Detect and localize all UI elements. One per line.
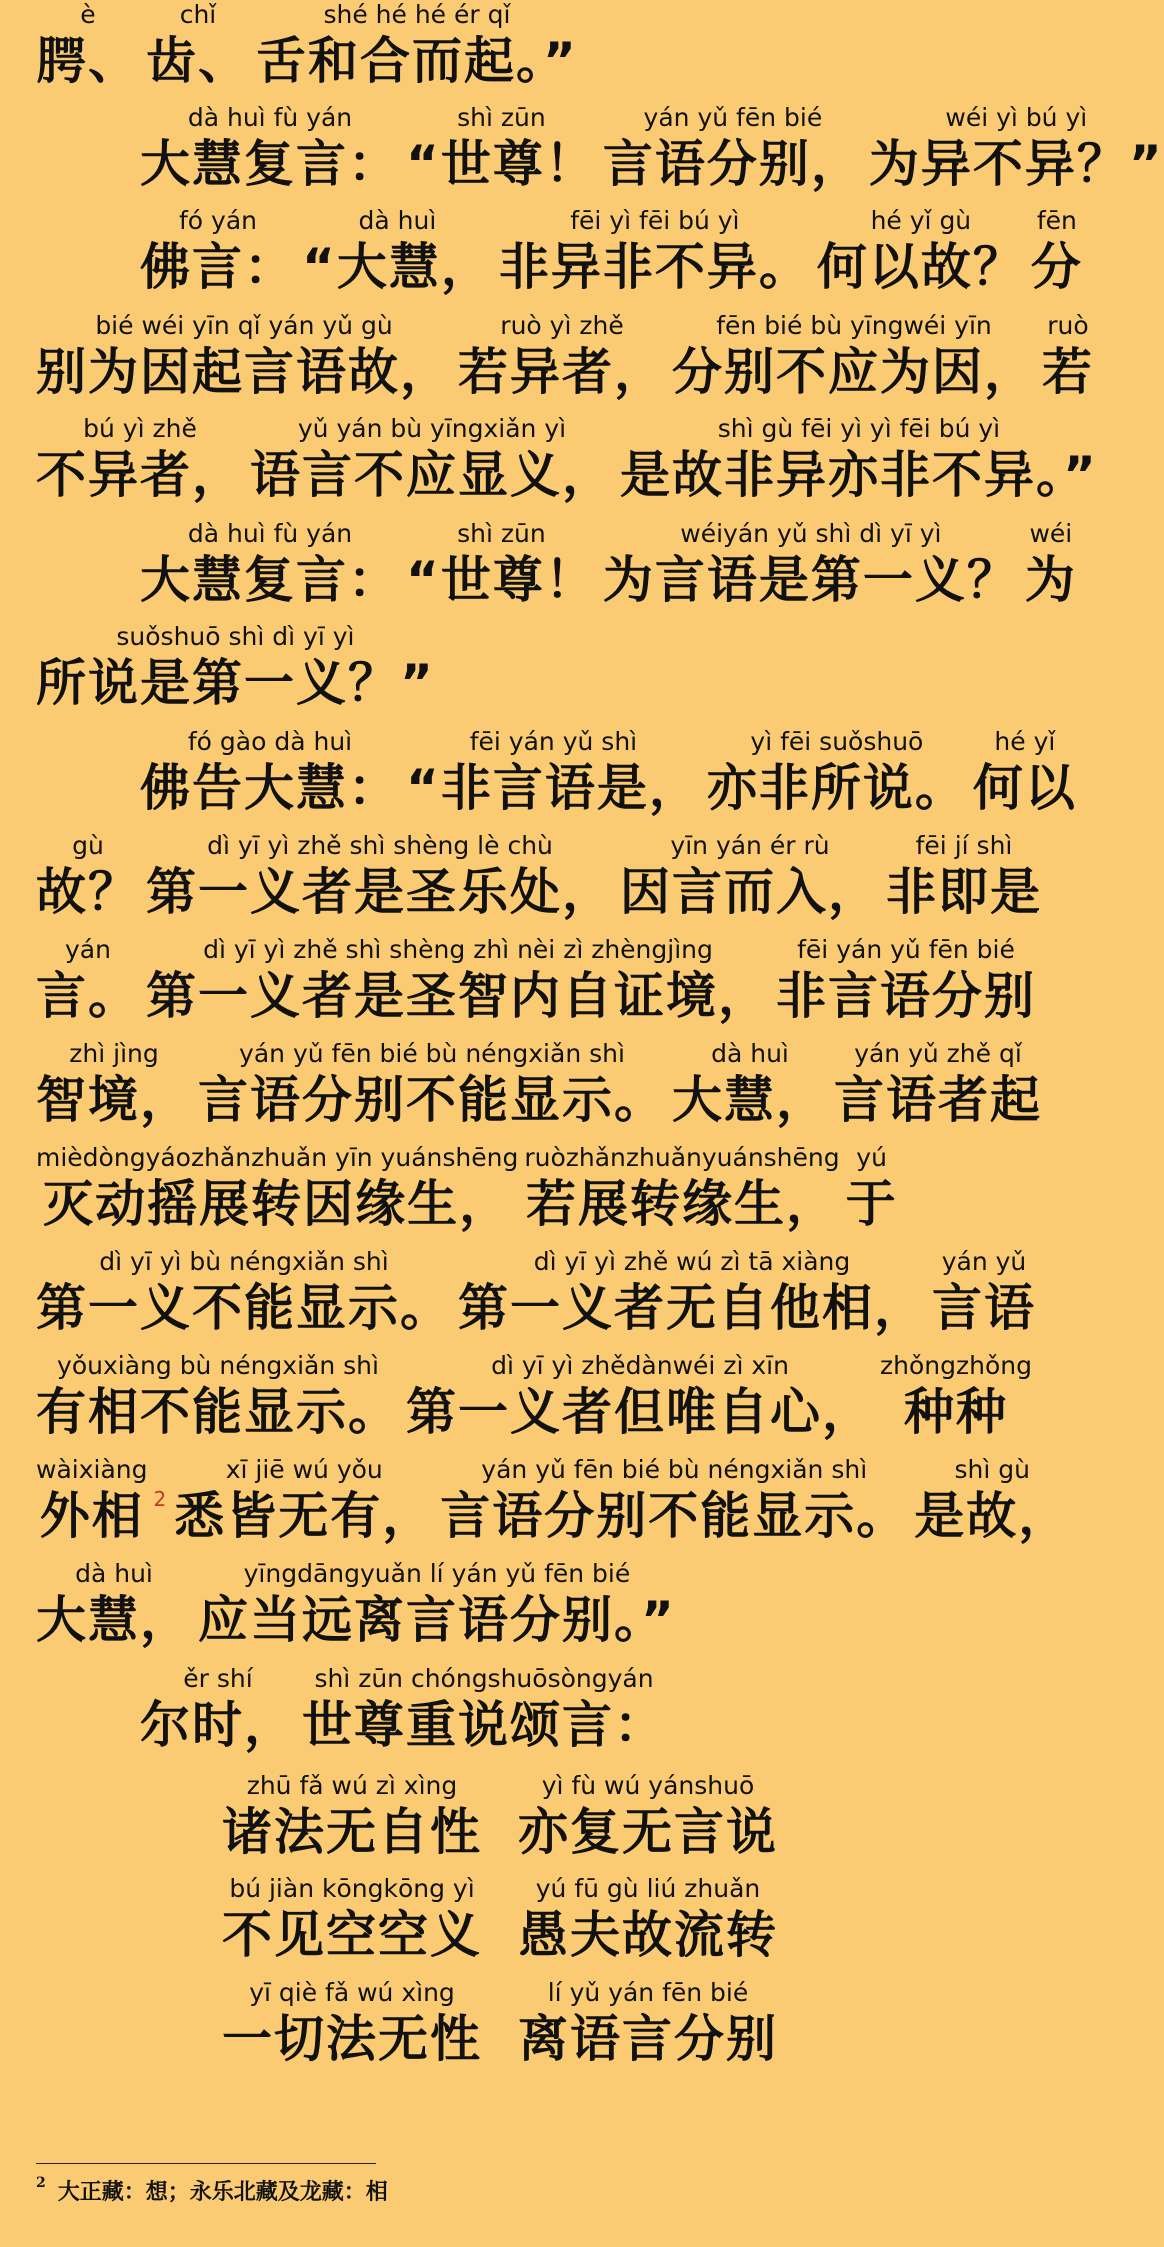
annotated-segment xyxy=(524,1143,839,1235)
annotated-segment xyxy=(1025,519,1077,611)
pinyin: yú xyxy=(856,1143,887,1172)
pinyin: shì zūn chóngshuōsòngyán xyxy=(314,1664,654,1693)
annotated-segment xyxy=(146,935,770,1027)
annotated-segment xyxy=(880,1351,1032,1443)
pinyin: ěr shí xyxy=(183,1664,253,1693)
hanzi: 世尊重说颂言： xyxy=(302,1696,666,1754)
annotated-segment xyxy=(518,1874,778,1966)
hanzi: 分别不应为因， xyxy=(672,343,1036,401)
hanzi: 第一义者是圣智内自证境， xyxy=(146,967,770,1025)
annotated-segment xyxy=(36,1455,148,1547)
annotated-segment xyxy=(198,1559,676,1651)
hanzi: 为 xyxy=(1024,551,1077,609)
annotated-segment xyxy=(707,727,967,819)
pinyin: yán yǔ fēn bié bù néngxiǎn shì xyxy=(239,1039,625,1068)
pinyin: yán yǔ zhě qǐ xyxy=(854,1039,1022,1068)
pinyin: bú jiàn kōngkōng yì xyxy=(229,1874,475,1903)
annotated-segment xyxy=(154,1455,169,1547)
pinyin: yán yǔ xyxy=(941,1247,1027,1276)
pinyin: ruò yì zhě xyxy=(500,311,624,340)
pinyin: wéi yì bú yì xyxy=(945,103,1088,132)
hanzi: 语言不应显义， xyxy=(250,446,614,504)
pinyin: dà huì xyxy=(711,1039,789,1068)
pinyin: shé hé hé ér qǐ xyxy=(323,0,511,29)
pinyin: fēi yán yǔ shì xyxy=(469,727,638,756)
hanzi: 为异不异？” xyxy=(868,135,1164,193)
annotated-segment xyxy=(672,311,1036,403)
hanzi: 若 xyxy=(1042,343,1094,401)
annotated-segment xyxy=(518,1978,778,2070)
pinyin: dì yī yì bù néngxiǎn shì xyxy=(99,1247,389,1276)
pinyin: fēn xyxy=(1036,206,1077,235)
annotated-segment xyxy=(406,519,597,611)
text-line xyxy=(140,519,1077,611)
annotated-segment xyxy=(973,727,1077,819)
hanzi: 是故， xyxy=(914,1487,1071,1545)
pinyin: yǒuxiàng bù néngxiǎn shì xyxy=(57,1351,379,1380)
annotated-segment xyxy=(834,1039,1042,1131)
text-line xyxy=(36,1039,1042,1131)
pinyin: yīngdāngyuǎn lí yán yǔ fēn bié xyxy=(243,1559,631,1588)
pinyin: fó gào dà huì xyxy=(187,727,353,756)
hanzi: “非言语是， xyxy=(406,759,701,817)
pinyin: yán xyxy=(65,935,111,964)
text-line xyxy=(36,1351,1032,1443)
hanzi: 若异者， xyxy=(458,343,666,401)
hanzi: 大慧， xyxy=(36,1591,192,1649)
pinyin: wéiyán yǔ shì dì yī yì xyxy=(680,519,942,548)
annotated-segment xyxy=(776,935,1036,1027)
pinyin: dà huì fù yán xyxy=(187,519,353,548)
hanzi: 言。 xyxy=(36,967,140,1025)
annotated-segment xyxy=(1042,311,1094,403)
hanzi: 因言而入， xyxy=(620,863,880,921)
annotated-segment xyxy=(518,1771,778,1863)
annotated-segment xyxy=(620,414,1098,506)
pinyin: dà huì xyxy=(358,206,437,235)
annotated-segment xyxy=(499,206,811,298)
text-line xyxy=(36,1455,1070,1547)
annotated-segment xyxy=(302,206,493,298)
hanzi: 言语分别不能显示。 xyxy=(198,1071,666,1129)
hanzi: 言语者起 xyxy=(834,1071,1042,1129)
pinyin: xī jiē wú yǒu xyxy=(225,1455,383,1484)
annotated-segment xyxy=(886,831,1042,923)
annotated-segment xyxy=(36,831,140,923)
hanzi: 佛言： xyxy=(140,238,296,296)
hanzi: 舌和合而起。” xyxy=(256,32,578,90)
text-line xyxy=(36,622,435,714)
hanzi: 大慧， xyxy=(672,1071,828,1129)
annotated-segment xyxy=(140,727,400,819)
hanzi: “世尊！ xyxy=(406,551,597,609)
text-line xyxy=(140,206,1083,298)
pinyin: fó yán xyxy=(178,206,257,235)
hanzi: 第一义不能显示。 xyxy=(36,1279,452,1337)
hanzi: 第一义者但唯自心， xyxy=(406,1383,874,1441)
footnote-marker[interactable]: 2 xyxy=(153,1487,169,1511)
hanzi: 尔时， xyxy=(140,1696,296,1754)
annotated-segment xyxy=(620,831,880,923)
hanzi: “大慧， xyxy=(302,238,493,296)
hanzi: 灭动摇展转因缘生， xyxy=(43,1175,512,1233)
hanzi: 言语分别不能显示。 xyxy=(440,1487,909,1545)
annotated-segment xyxy=(256,0,578,92)
pinyin: chǐ xyxy=(179,0,217,29)
annotated-segment xyxy=(817,206,1025,298)
hanzi: “世尊！ xyxy=(406,135,597,193)
pinyin: yǔ yán bù yīngxiǎn yì xyxy=(297,414,567,443)
pinyin: suǒshuō shì dì yī yì xyxy=(116,622,355,651)
pinyin: ruòzhǎnzhuǎnyuánshēng xyxy=(524,1143,840,1172)
annotated-segment xyxy=(914,1455,1070,1547)
pinyin: mièdòngyáozhǎnzhuǎn yīn yuánshēng xyxy=(36,1143,519,1172)
pinyin: wàixiàng xyxy=(36,1455,148,1484)
pinyin: yán yǔ fēn bié xyxy=(643,103,823,132)
text-line xyxy=(36,831,1042,923)
annotated-segment xyxy=(36,0,140,92)
hanzi: 非异非不异。 xyxy=(498,238,811,296)
pinyin: bié wéi yīn qǐ yán yǔ gù xyxy=(95,311,393,340)
text-line xyxy=(36,1143,898,1235)
annotated-segment xyxy=(36,1247,452,1339)
annotated-segment xyxy=(198,1039,666,1131)
hanzi: 所说是第一义？” xyxy=(36,654,435,712)
annotated-segment xyxy=(250,414,614,506)
annotated-segment xyxy=(140,206,296,298)
hanzi: 分 xyxy=(1030,238,1083,296)
text-line xyxy=(140,727,1077,819)
hanzi: 佛告大慧： xyxy=(140,759,400,817)
pinyin: shì gù xyxy=(954,1455,1030,1484)
hanzi: 大慧复言： xyxy=(140,135,400,193)
text-line xyxy=(36,935,1036,1027)
pinyin: bú yì zhě xyxy=(83,414,197,443)
hanzi: 亦复无言说 xyxy=(518,1803,778,1861)
pinyin: è xyxy=(80,0,96,29)
hanzi: 何以 xyxy=(972,759,1077,817)
annotated-segment xyxy=(458,1247,926,1339)
hanzi: 齿、 xyxy=(146,32,250,90)
hanzi: 有相不能显示。 xyxy=(36,1383,400,1441)
annotated-segment xyxy=(146,831,614,923)
text-line xyxy=(222,1771,778,1863)
hanzi: 若展转缘生， xyxy=(525,1175,838,1233)
hanzi: 离语言分别 xyxy=(518,2010,778,2068)
annotated-segment xyxy=(36,622,435,714)
pinyin: dà huì xyxy=(75,1559,153,1588)
annotated-segment xyxy=(146,0,250,92)
text-line xyxy=(36,1247,1036,1339)
footnote-divider xyxy=(36,2163,376,2164)
annotated-segment xyxy=(603,519,1019,611)
pinyin: yì fù wú yánshuō xyxy=(541,1771,755,1800)
pinyin: zhǒngzhǒng xyxy=(880,1351,1032,1380)
annotated-segment xyxy=(36,935,140,1027)
text-line xyxy=(140,103,1164,195)
hanzi: 悉皆无有， xyxy=(174,1487,435,1545)
text-line xyxy=(140,1664,666,1756)
pinyin: zhū fǎ wú zì xìng xyxy=(246,1771,458,1800)
hanzi: 不见空空义 xyxy=(222,1906,482,1964)
annotated-segment xyxy=(222,1771,482,1863)
pinyin: dì yī yì zhě wú zì tā xiàng xyxy=(533,1247,851,1276)
annotated-segment xyxy=(440,1455,908,1547)
pinyin: fēn bié bù yīngwéi yīn xyxy=(716,311,992,340)
annotated-segment xyxy=(222,1874,482,1966)
annotated-segment xyxy=(174,1455,434,1547)
pinyin: hé yǐ xyxy=(994,727,1056,756)
hanzi: 亦非所说。 xyxy=(706,759,967,817)
hanzi: 诸法无自性 xyxy=(222,1803,482,1861)
annotated-segment xyxy=(302,1664,666,1756)
text-line xyxy=(36,311,1094,403)
annotated-segment xyxy=(406,103,597,195)
annotated-segment xyxy=(406,727,701,819)
text-line xyxy=(36,1559,676,1651)
hanzi: 大慧复言： xyxy=(140,551,400,609)
annotated-segment xyxy=(36,414,244,506)
annotated-segment xyxy=(36,1039,192,1131)
pinyin: yī qiè fǎ wú xìng xyxy=(249,1978,455,2007)
hanzi: 智境， xyxy=(36,1071,192,1129)
hanzi: 非即是 xyxy=(886,863,1042,921)
pinyin: yú fū gù liú zhuǎn xyxy=(535,1874,761,1903)
annotated-segment xyxy=(932,1247,1036,1339)
pinyin: zhì jìng xyxy=(69,1039,159,1068)
pinyin: hé yǐ gù xyxy=(870,206,972,235)
hanzi: 不异者， xyxy=(36,446,244,504)
annotated-segment xyxy=(1031,206,1083,298)
annotated-segment xyxy=(458,311,666,403)
pinyin: dì yī yì zhědànwéi zì xīn xyxy=(491,1351,789,1380)
pinyin: shì gù fēi yì yì fēi bú yì xyxy=(717,414,1001,443)
hanzi: 第一义者无自他相， xyxy=(458,1279,926,1337)
hanzi: 故？ xyxy=(36,863,140,921)
annotated-segment xyxy=(672,1039,828,1131)
annotated-segment xyxy=(36,1559,192,1651)
hanzi: 言语 xyxy=(932,1279,1036,1337)
hanzi: 应当远离言语分别。” xyxy=(198,1591,676,1649)
footnote-text: 大正藏：想；永乐北藏及龙藏：相 xyxy=(57,2179,388,2205)
pinyin: wéi xyxy=(1029,519,1073,548)
hanzi: 一切法无性 xyxy=(222,2010,482,2068)
hanzi: 外相 xyxy=(39,1487,144,1545)
pinyin: yán yǔ fēn bié bù néngxiǎn shì xyxy=(481,1455,868,1484)
pinyin: shì zūn xyxy=(457,103,546,132)
annotated-segment xyxy=(140,519,400,611)
hanzi: 为言语是第一义？ xyxy=(602,551,1019,609)
hanzi: 于 xyxy=(845,1175,898,1233)
hanzi: 别为因起言语故， xyxy=(36,343,452,401)
pinyin: fēi yì fēi bú yì xyxy=(570,206,740,235)
pinyin: dì yī yì zhě shì shèng zhì nèi zì zhèngjìng xyxy=(203,935,713,964)
text-line xyxy=(222,1978,778,2070)
pinyin: lí yǔ yán fēn bié xyxy=(547,1978,749,2007)
annotated-segment xyxy=(36,311,452,403)
annotated-segment xyxy=(846,1143,898,1235)
annotated-segment xyxy=(140,103,400,195)
hanzi: 愚夫故流转 xyxy=(518,1906,778,1964)
footnote xyxy=(36,2175,388,2206)
pinyin: gù xyxy=(72,831,104,860)
footnote-number: 2 xyxy=(36,2175,46,2191)
hanzi: 何以故？ xyxy=(816,238,1025,296)
annotated-segment xyxy=(406,1351,874,1443)
annotated-segment xyxy=(140,1664,296,1756)
hanzi: 腭、 xyxy=(36,32,140,90)
pinyin: dà huì fù yán xyxy=(187,103,353,132)
hanzi: 第一义者是圣乐处， xyxy=(146,863,614,921)
pinyin: shì zūn xyxy=(457,519,546,548)
text-line xyxy=(36,414,1098,506)
annotated-segment xyxy=(36,1143,518,1235)
hanzi: 是故非异亦非不异。” xyxy=(620,446,1098,504)
pinyin: yīn yán ér rù xyxy=(670,831,830,860)
pinyin: ruò xyxy=(1047,311,1089,340)
hanzi: 言语分别， xyxy=(602,135,863,193)
annotated-segment xyxy=(603,103,863,195)
hanzi: 非言语分别 xyxy=(776,967,1036,1025)
hanzi: 种种 xyxy=(903,1383,1008,1441)
annotated-segment xyxy=(222,1978,482,2070)
pinyin: fēi yán yǔ fēn bié xyxy=(797,935,1015,964)
text-line xyxy=(222,1874,778,1966)
pinyin: dì yī yì zhě shì shèng lè chù xyxy=(207,831,553,860)
text-line xyxy=(36,0,578,92)
annotated-segment xyxy=(36,1351,400,1443)
annotated-segment xyxy=(869,103,1164,195)
pinyin: fēi jí shì xyxy=(915,831,1013,860)
pinyin: yì fēi suǒshuō xyxy=(750,727,924,756)
